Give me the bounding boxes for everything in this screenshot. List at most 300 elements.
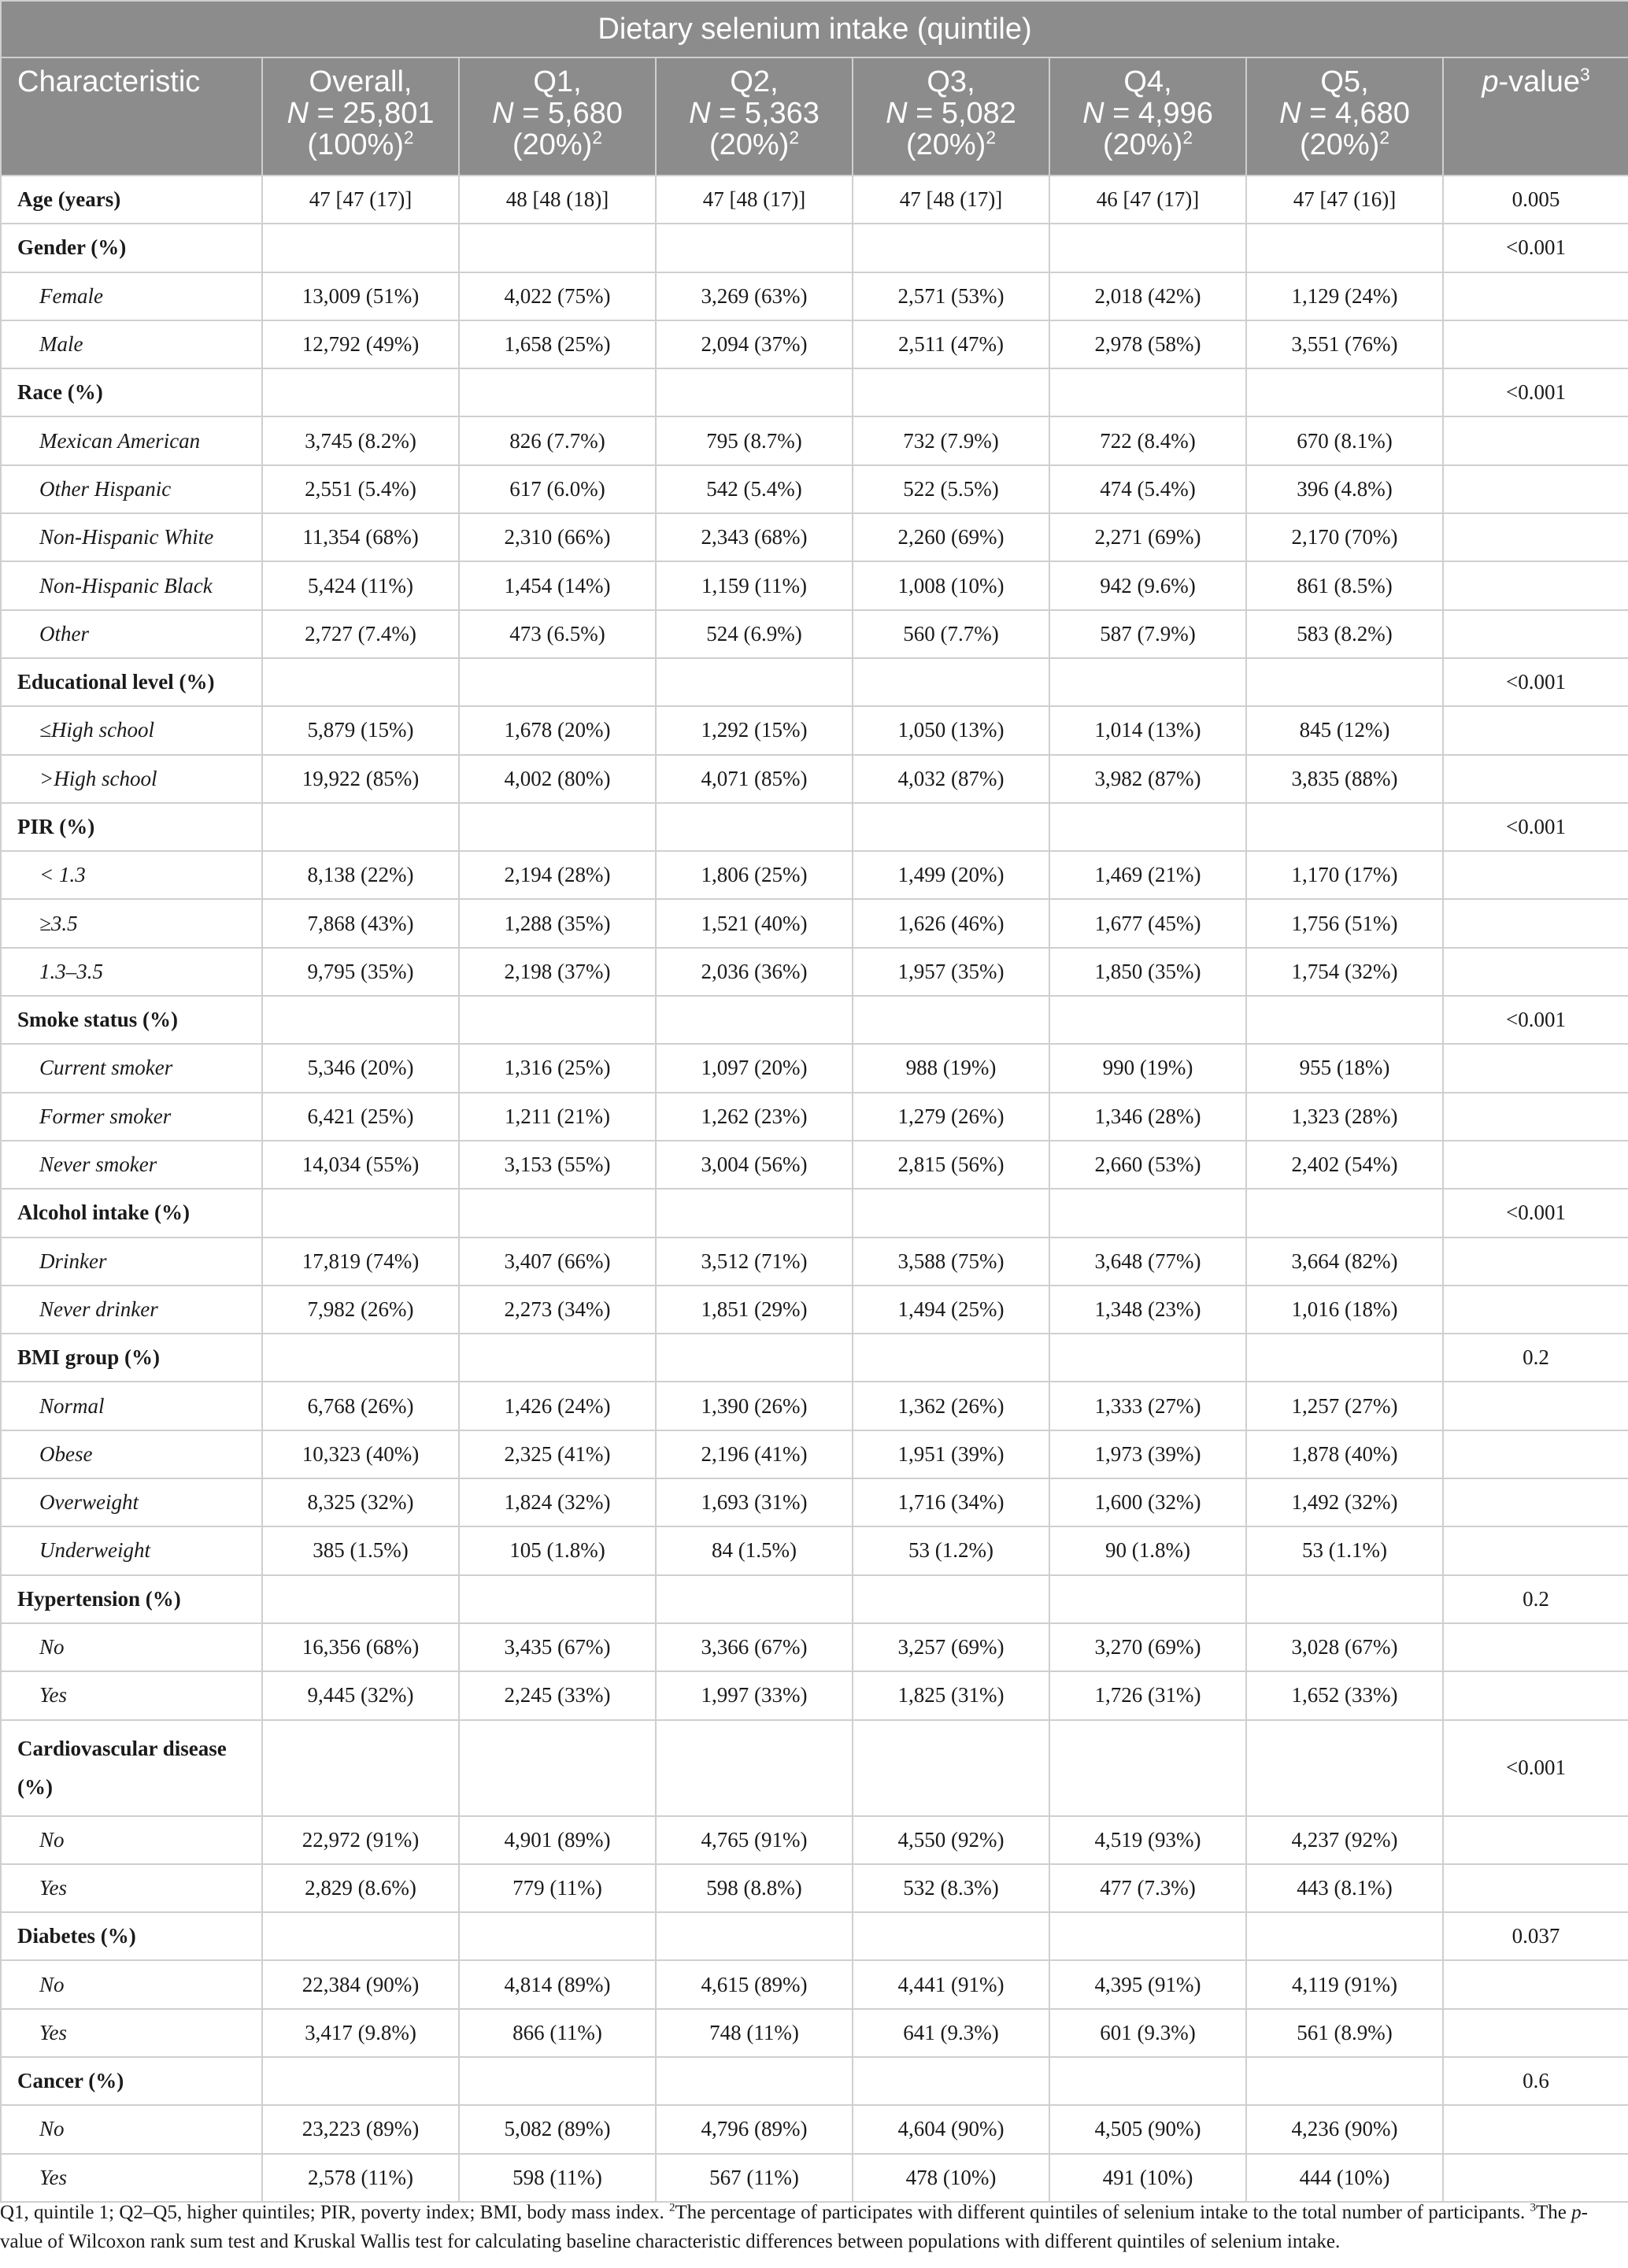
table-cell: 1,323 (28%) bbox=[1246, 1093, 1443, 1141]
table-row bbox=[1, 1671, 1628, 1719]
column-header-5 bbox=[1049, 57, 1246, 176]
row-label: Mexican American bbox=[1, 416, 262, 464]
table-cell: 3,270 (69%) bbox=[1049, 1623, 1246, 1671]
row-label: BMI group (%) bbox=[1, 1334, 262, 1382]
table-cell: 2,196 (41%) bbox=[656, 1430, 853, 1478]
row-label: Yes bbox=[1, 1671, 262, 1719]
p-value-cell: <0.001 bbox=[1443, 224, 1628, 272]
table-row bbox=[1, 2057, 1628, 2105]
p-value-cell bbox=[1443, 1430, 1628, 1478]
table-cell: 2,260 (69%) bbox=[853, 513, 1049, 561]
table-cell: 942 (9.6%) bbox=[1049, 561, 1246, 609]
table-row bbox=[1, 658, 1628, 706]
table-row bbox=[1, 1334, 1628, 1382]
table-cell: 2,094 (37%) bbox=[656, 320, 853, 368]
row-label: Former smoker bbox=[1, 1093, 262, 1141]
table-cell: 1,754 (32%) bbox=[1246, 948, 1443, 996]
row-label: Age (years) bbox=[1, 176, 262, 224]
table-cell bbox=[459, 658, 656, 706]
table-cell: 4,032 (87%) bbox=[853, 755, 1049, 803]
column-header-footnote-marker: 2 bbox=[789, 127, 800, 148]
table-cell: 722 (8.4%) bbox=[1049, 416, 1246, 464]
table-row bbox=[1, 2154, 1628, 2202]
table-cell: 1,499 (20%) bbox=[853, 851, 1049, 899]
table-cell bbox=[262, 658, 459, 706]
table-cell: 990 (19%) bbox=[1049, 1044, 1246, 1092]
table-cell bbox=[262, 224, 459, 272]
table-cell: 1,211 (21%) bbox=[459, 1093, 656, 1141]
table-cell bbox=[1246, 224, 1443, 272]
table-cell: 542 (5.4%) bbox=[656, 465, 853, 513]
table-cell: 795 (8.7%) bbox=[656, 416, 853, 464]
table-cell: 866 (11%) bbox=[459, 2009, 656, 2057]
p-value-cell bbox=[1443, 899, 1628, 947]
table-cell bbox=[853, 2057, 1049, 2105]
column-header-line: Q2, bbox=[730, 65, 779, 98]
table-cell: 3,588 (75%) bbox=[853, 1238, 1049, 1286]
table-cell bbox=[1049, 1189, 1246, 1237]
table-cell bbox=[656, 996, 853, 1044]
table-cell: 1,097 (20%) bbox=[656, 1044, 853, 1092]
table-row bbox=[1, 1912, 1628, 1960]
column-header-line: N = 4,680 bbox=[1279, 97, 1410, 130]
p-value-cell: 0.6 bbox=[1443, 2057, 1628, 2105]
table-cell: 2,325 (41%) bbox=[459, 1430, 656, 1478]
table-cell bbox=[1049, 803, 1246, 851]
table-cell bbox=[459, 368, 656, 416]
table-cell: 84 (1.5%) bbox=[656, 1526, 853, 1574]
table-row bbox=[1, 996, 1628, 1044]
row-label: Never smoker bbox=[1, 1141, 262, 1189]
table-row bbox=[1, 561, 1628, 609]
row-label: Gender (%) bbox=[1, 224, 262, 272]
table-cell: 14,034 (55%) bbox=[262, 1141, 459, 1189]
p-value-cell bbox=[1443, 513, 1628, 561]
table-cell: 845 (12%) bbox=[1246, 706, 1443, 754]
table-cell: 1,129 (24%) bbox=[1246, 272, 1443, 320]
column-header-3 bbox=[656, 57, 853, 176]
table-cell: 5,346 (20%) bbox=[262, 1044, 459, 1092]
table-cell bbox=[1049, 1912, 1246, 1960]
table-cell bbox=[656, 368, 853, 416]
table-cell: 1,626 (46%) bbox=[853, 899, 1049, 947]
table-cell bbox=[853, 224, 1049, 272]
table-cell: 2,343 (68%) bbox=[656, 513, 853, 561]
table-row bbox=[1, 1864, 1628, 1912]
row-label: Never drinker bbox=[1, 1286, 262, 1334]
row-label: Obese bbox=[1, 1430, 262, 1478]
table-cell bbox=[262, 1720, 459, 1816]
column-header-line: N = 5,363 bbox=[689, 97, 820, 130]
table-cell bbox=[459, 1575, 656, 1623]
table-cell: 1,292 (15%) bbox=[656, 706, 853, 754]
table-cell: 385 (1.5%) bbox=[262, 1526, 459, 1574]
table-cell bbox=[853, 1912, 1049, 1960]
p-value-cell bbox=[1443, 1286, 1628, 1334]
p-value-cell bbox=[1443, 2105, 1628, 2153]
table-cell: 4,796 (89%) bbox=[656, 2105, 853, 2153]
table-cell bbox=[656, 2057, 853, 2105]
table-cell: 1,014 (13%) bbox=[1049, 706, 1246, 754]
row-label: Female bbox=[1, 272, 262, 320]
p-value-cell: 0.037 bbox=[1443, 1912, 1628, 1960]
table-cell: 4,765 (91%) bbox=[656, 1816, 853, 1864]
table-cell bbox=[656, 658, 853, 706]
p-value-cell bbox=[1443, 561, 1628, 609]
table-cell: 1,951 (39%) bbox=[853, 1430, 1049, 1478]
column-header-2 bbox=[459, 57, 656, 176]
table-cell: 732 (7.9%) bbox=[853, 416, 1049, 464]
table-cell bbox=[459, 1189, 656, 1237]
table-cell: 826 (7.7%) bbox=[459, 416, 656, 464]
table-cell: 779 (11%) bbox=[459, 1864, 656, 1912]
table-cell: 16,356 (68%) bbox=[262, 1623, 459, 1671]
p-value-cell bbox=[1443, 755, 1628, 803]
column-header-footnote-marker: 2 bbox=[986, 127, 997, 148]
table-cell: 53 (1.2%) bbox=[853, 1526, 1049, 1574]
spanning-header-row bbox=[1, 1, 1628, 57]
p-value-cell bbox=[1443, 272, 1628, 320]
table-cell bbox=[262, 1912, 459, 1960]
table-cell: 1,957 (35%) bbox=[853, 948, 1049, 996]
table-row bbox=[1, 320, 1628, 368]
table-cell: 1,494 (25%) bbox=[853, 1286, 1049, 1334]
table-cell: 524 (6.9%) bbox=[656, 610, 853, 658]
table-cell: 3,366 (67%) bbox=[656, 1623, 853, 1671]
column-header-6 bbox=[1246, 57, 1443, 176]
p-value-cell bbox=[1443, 1960, 1628, 2008]
table-cell: 8,325 (32%) bbox=[262, 1478, 459, 1526]
table-cell: 583 (8.2%) bbox=[1246, 610, 1443, 658]
table-row bbox=[1, 1093, 1628, 1141]
table-cell: 2,511 (47%) bbox=[853, 320, 1049, 368]
table-cell: 522 (5.5%) bbox=[853, 465, 1049, 513]
table-cell: 560 (7.7%) bbox=[853, 610, 1049, 658]
table-cell: 1,806 (25%) bbox=[656, 851, 853, 899]
table-cell: 23,223 (89%) bbox=[262, 2105, 459, 2153]
table-cell bbox=[656, 1334, 853, 1382]
table-cell: 1,426 (24%) bbox=[459, 1382, 656, 1430]
table-cell: 48 [48 (18)] bbox=[459, 176, 656, 224]
table-cell: 2,978 (58%) bbox=[1049, 320, 1246, 368]
table-cell: 22,384 (90%) bbox=[262, 1960, 459, 2008]
table-cell bbox=[1246, 1912, 1443, 1960]
row-label: No bbox=[1, 1960, 262, 2008]
column-header-line: Q5, bbox=[1320, 65, 1369, 98]
p-value-cell bbox=[1443, 1382, 1628, 1430]
table-cell: 1,279 (26%) bbox=[853, 1093, 1049, 1141]
table-cell: 1,716 (34%) bbox=[853, 1478, 1049, 1526]
table-cell: 2,194 (28%) bbox=[459, 851, 656, 899]
table-cell bbox=[459, 803, 656, 851]
p-value-cell bbox=[1443, 1093, 1628, 1141]
row-label: Yes bbox=[1, 2009, 262, 2057]
table-cell: 3,551 (76%) bbox=[1246, 320, 1443, 368]
column-header-footnote-marker: 2 bbox=[403, 127, 414, 148]
footnote-abbreviations: Q1, quintile 1; Q2–Q5, higher quintiles; PIR, poverty index; BMI, body mass index. bbox=[0, 2202, 669, 2223]
row-label: Other bbox=[1, 610, 262, 658]
row-label: Male bbox=[1, 320, 262, 368]
row-label: Diabetes (%) bbox=[1, 1912, 262, 1960]
table-cell: 3,269 (63%) bbox=[656, 272, 853, 320]
table-row bbox=[1, 2009, 1628, 2057]
p-value-cell bbox=[1443, 1141, 1628, 1189]
p-value-cell: 0.005 bbox=[1443, 176, 1628, 224]
p-value-cell bbox=[1443, 1478, 1628, 1526]
table-cell: 670 (8.1%) bbox=[1246, 416, 1443, 464]
table-cell bbox=[853, 803, 1049, 851]
p-value-cell: <0.001 bbox=[1443, 803, 1628, 851]
row-label: Smoke status (%) bbox=[1, 996, 262, 1044]
table-cell: 641 (9.3%) bbox=[853, 2009, 1049, 2057]
table-cell bbox=[262, 1575, 459, 1623]
table-cell: 748 (11%) bbox=[656, 2009, 853, 2057]
column-header-line: (20%) bbox=[709, 128, 790, 161]
row-label: Cancer (%) bbox=[1, 2057, 262, 2105]
table-cell: 8,138 (22%) bbox=[262, 851, 459, 899]
p-value-cell bbox=[1443, 1816, 1628, 1864]
table-cell: 5,879 (15%) bbox=[262, 706, 459, 754]
row-label: Underweight bbox=[1, 1526, 262, 1574]
table-cell: 2,551 (5.4%) bbox=[262, 465, 459, 513]
row-label: Other Hispanic bbox=[1, 465, 262, 513]
table-cell: 1,677 (45%) bbox=[1049, 899, 1246, 947]
table-cell bbox=[262, 996, 459, 1044]
table-cell: 396 (4.8%) bbox=[1246, 465, 1443, 513]
table-row bbox=[1, 610, 1628, 658]
table-cell bbox=[459, 2057, 656, 2105]
table-cell: 532 (8.3%) bbox=[853, 1864, 1049, 1912]
row-label: Cardiovascular disease (%) bbox=[1, 1720, 262, 1816]
p-value-cell bbox=[1443, 1238, 1628, 1286]
table-row bbox=[1, 1816, 1628, 1864]
table-cell: 3,407 (66%) bbox=[459, 1238, 656, 1286]
table-cell: 4,071 (85%) bbox=[656, 755, 853, 803]
table-cell bbox=[262, 1334, 459, 1382]
table-cell: 1,824 (32%) bbox=[459, 1478, 656, 1526]
table-cell bbox=[656, 1912, 853, 1960]
table-cell: 443 (8.1%) bbox=[1246, 1864, 1443, 1912]
column-header-line: (20%) bbox=[905, 128, 986, 161]
table-cell: 3,435 (67%) bbox=[459, 1623, 656, 1671]
table-cell: 567 (11%) bbox=[656, 2154, 853, 2202]
row-label: PIR (%) bbox=[1, 803, 262, 851]
table-row bbox=[1, 368, 1628, 416]
table-cell: 4,604 (90%) bbox=[853, 2105, 1049, 2153]
table-cell: 6,421 (25%) bbox=[262, 1093, 459, 1141]
table-row bbox=[1, 1286, 1628, 1334]
table-cell: 5,082 (89%) bbox=[459, 2105, 656, 2153]
row-label: Hypertension (%) bbox=[1, 1575, 262, 1623]
table-row bbox=[1, 851, 1628, 899]
table-cell bbox=[262, 1189, 459, 1237]
table-cell: 861 (8.5%) bbox=[1246, 561, 1443, 609]
table-cell: 4,550 (92%) bbox=[853, 1816, 1049, 1864]
p-value-cell bbox=[1443, 2009, 1628, 2057]
table-row bbox=[1, 803, 1628, 851]
table-row bbox=[1, 1238, 1628, 1286]
table-cell: 4,395 (91%) bbox=[1049, 1960, 1246, 2008]
column-header-line: N = 4,996 bbox=[1082, 97, 1213, 130]
table-row bbox=[1, 1382, 1628, 1430]
table-cell: 1,997 (33%) bbox=[656, 1671, 853, 1719]
table-cell bbox=[262, 368, 459, 416]
table-row bbox=[1, 1430, 1628, 1478]
table-cell: 4,237 (92%) bbox=[1246, 1816, 1443, 1864]
table-cell: 46 [47 (17)] bbox=[1049, 176, 1246, 224]
table-row bbox=[1, 1960, 1628, 2008]
table-cell: 12,792 (49%) bbox=[262, 320, 459, 368]
p-value-cell bbox=[1443, 948, 1628, 996]
p-value-cell: 0.2 bbox=[1443, 1334, 1628, 1382]
table-cell: 1,288 (35%) bbox=[459, 899, 656, 947]
table-cell bbox=[656, 1189, 853, 1237]
table-cell: 2,245 (33%) bbox=[459, 1671, 656, 1719]
p-value-cell bbox=[1443, 851, 1628, 899]
table-cell: 1,262 (23%) bbox=[656, 1093, 853, 1141]
table-cell: 1,050 (13%) bbox=[853, 706, 1049, 754]
row-label: Drinker bbox=[1, 1238, 262, 1286]
table-cell bbox=[1049, 996, 1246, 1044]
table-row bbox=[1, 513, 1628, 561]
table-cell: 2,036 (36%) bbox=[656, 948, 853, 996]
spanning-header: Dietary selenium intake (quintile) bbox=[1, 1, 1628, 57]
row-label: Alcohol intake (%) bbox=[1, 1189, 262, 1237]
row-label: 1.3–3.5 bbox=[1, 948, 262, 996]
table-cell: 601 (9.3%) bbox=[1049, 2009, 1246, 2057]
table-cell: 1,492 (32%) bbox=[1246, 1478, 1443, 1526]
table-cell: 2,198 (37%) bbox=[459, 948, 656, 996]
table-cell bbox=[853, 368, 1049, 416]
table-row bbox=[1, 176, 1628, 224]
table-cell: 1,016 (18%) bbox=[1246, 1286, 1443, 1334]
table-cell: 4,022 (75%) bbox=[459, 272, 656, 320]
table-cell bbox=[1049, 368, 1246, 416]
table-cell: 3,417 (9.8%) bbox=[262, 2009, 459, 2057]
p-value-cell: <0.001 bbox=[1443, 658, 1628, 706]
table-cell: 3,982 (87%) bbox=[1049, 755, 1246, 803]
table-cell: 617 (6.0%) bbox=[459, 465, 656, 513]
table-cell: 9,795 (35%) bbox=[262, 948, 459, 996]
p-value-cell bbox=[1443, 610, 1628, 658]
table-cell: 1,469 (21%) bbox=[1049, 851, 1246, 899]
p-value-cell bbox=[1443, 1864, 1628, 1912]
column-header-line: N = 25,801 bbox=[287, 97, 435, 130]
table-row bbox=[1, 224, 1628, 272]
table-cell: 1,652 (33%) bbox=[1246, 1671, 1443, 1719]
table-cell bbox=[1049, 1720, 1246, 1816]
table-row bbox=[1, 1189, 1628, 1237]
table-cell: 1,257 (27%) bbox=[1246, 1382, 1443, 1430]
table-cell: 4,441 (91%) bbox=[853, 1960, 1049, 2008]
row-label: Normal bbox=[1, 1382, 262, 1430]
table-cell: 6,768 (26%) bbox=[262, 1382, 459, 1430]
table-cell: 1,159 (11%) bbox=[656, 561, 853, 609]
table-cell: 2,273 (34%) bbox=[459, 1286, 656, 1334]
table-cell: 1,878 (40%) bbox=[1246, 1430, 1443, 1478]
table-cell: 1,008 (10%) bbox=[853, 561, 1049, 609]
table-cell: 17,819 (74%) bbox=[262, 1238, 459, 1286]
table-cell: 444 (10%) bbox=[1246, 2154, 1443, 2202]
table-row bbox=[1, 1575, 1628, 1623]
table-cell bbox=[1049, 1334, 1246, 1382]
table-cell bbox=[1049, 224, 1246, 272]
row-label: Non-Hispanic Black bbox=[1, 561, 262, 609]
table-cell: 11,354 (68%) bbox=[262, 513, 459, 561]
table-cell: 4,901 (89%) bbox=[459, 1816, 656, 1864]
table-cell: 4,519 (93%) bbox=[1049, 1816, 1246, 1864]
table-cell: 1,726 (31%) bbox=[1049, 1671, 1246, 1719]
p-value-cell bbox=[1443, 1623, 1628, 1671]
table-row bbox=[1, 465, 1628, 513]
table-cell: 4,505 (90%) bbox=[1049, 2105, 1246, 2153]
table-cell: 4,236 (90%) bbox=[1246, 2105, 1443, 2153]
footnote-2-marker: 2 bbox=[668, 2201, 675, 2214]
table-row bbox=[1, 1623, 1628, 1671]
p-value-cell bbox=[1443, 2154, 1628, 2202]
column-header-line: Characteristic bbox=[17, 65, 201, 98]
table-cell: 7,982 (26%) bbox=[262, 1286, 459, 1334]
p-value-cell bbox=[1443, 416, 1628, 464]
column-header-footnote-marker: 2 bbox=[1182, 127, 1193, 148]
table-cell: 1,658 (25%) bbox=[459, 320, 656, 368]
table-cell: 47 [48 (17)] bbox=[853, 176, 1049, 224]
table-cell bbox=[1049, 658, 1246, 706]
table-footnote bbox=[0, 2198, 1622, 2256]
row-label: No bbox=[1, 2105, 262, 2153]
table-cell: 47 [48 (17)] bbox=[656, 176, 853, 224]
column-header-line: Overall, bbox=[309, 65, 413, 98]
table-cell: 1,454 (14%) bbox=[459, 561, 656, 609]
p-value-cell: <0.001 bbox=[1443, 368, 1628, 416]
table-row bbox=[1, 1720, 1628, 1816]
table-cell: 1,850 (35%) bbox=[1049, 948, 1246, 996]
p-value-cell bbox=[1443, 1526, 1628, 1574]
table-cell bbox=[853, 1575, 1049, 1623]
table-cell: 53 (1.1%) bbox=[1246, 1526, 1443, 1574]
table-cell bbox=[1246, 996, 1443, 1044]
table-cell bbox=[1049, 1575, 1246, 1623]
p-value-cell bbox=[1443, 320, 1628, 368]
table-cell: 473 (6.5%) bbox=[459, 610, 656, 658]
table-cell: 2,578 (11%) bbox=[262, 2154, 459, 2202]
row-label: Yes bbox=[1, 1864, 262, 1912]
column-header-line: N = 5,680 bbox=[492, 97, 623, 130]
footnote-2-text: The percentage of participates with different quintiles of selenium intake to the total number of participants. bbox=[675, 2202, 1530, 2223]
p-value-cell: <0.001 bbox=[1443, 1189, 1628, 1237]
footnote-3-p-italic: p bbox=[1571, 2202, 1582, 2223]
table-cell bbox=[1246, 1334, 1443, 1382]
table-cell: 2,815 (56%) bbox=[853, 1141, 1049, 1189]
table-cell bbox=[1246, 1720, 1443, 1816]
table-cell bbox=[853, 996, 1049, 1044]
table-cell: 90 (1.8%) bbox=[1049, 1526, 1246, 1574]
table-cell: 2,170 (70%) bbox=[1246, 513, 1443, 561]
table-cell: 2,660 (53%) bbox=[1049, 1141, 1246, 1189]
footnote-3-text: -value of Wilcoxon rank sum test and Kruskal Wallis test for calculating baseline characteristic differences between populations with different quintiles of selenium intake. bbox=[0, 2202, 1588, 2252]
table-cell: 1,678 (20%) bbox=[459, 706, 656, 754]
table-cell: 2,018 (42%) bbox=[1049, 272, 1246, 320]
p-value-cell bbox=[1443, 1671, 1628, 1719]
row-label: Race (%) bbox=[1, 368, 262, 416]
column-header-4 bbox=[853, 57, 1049, 176]
table-cell: 3,004 (56%) bbox=[656, 1141, 853, 1189]
table-cell: 1,390 (26%) bbox=[656, 1382, 853, 1430]
column-header-footnote-marker: 3 bbox=[1579, 64, 1590, 85]
table-cell: 2,402 (54%) bbox=[1246, 1141, 1443, 1189]
table-cell bbox=[853, 1334, 1049, 1382]
column-header-footnote-marker: 2 bbox=[1379, 127, 1390, 148]
